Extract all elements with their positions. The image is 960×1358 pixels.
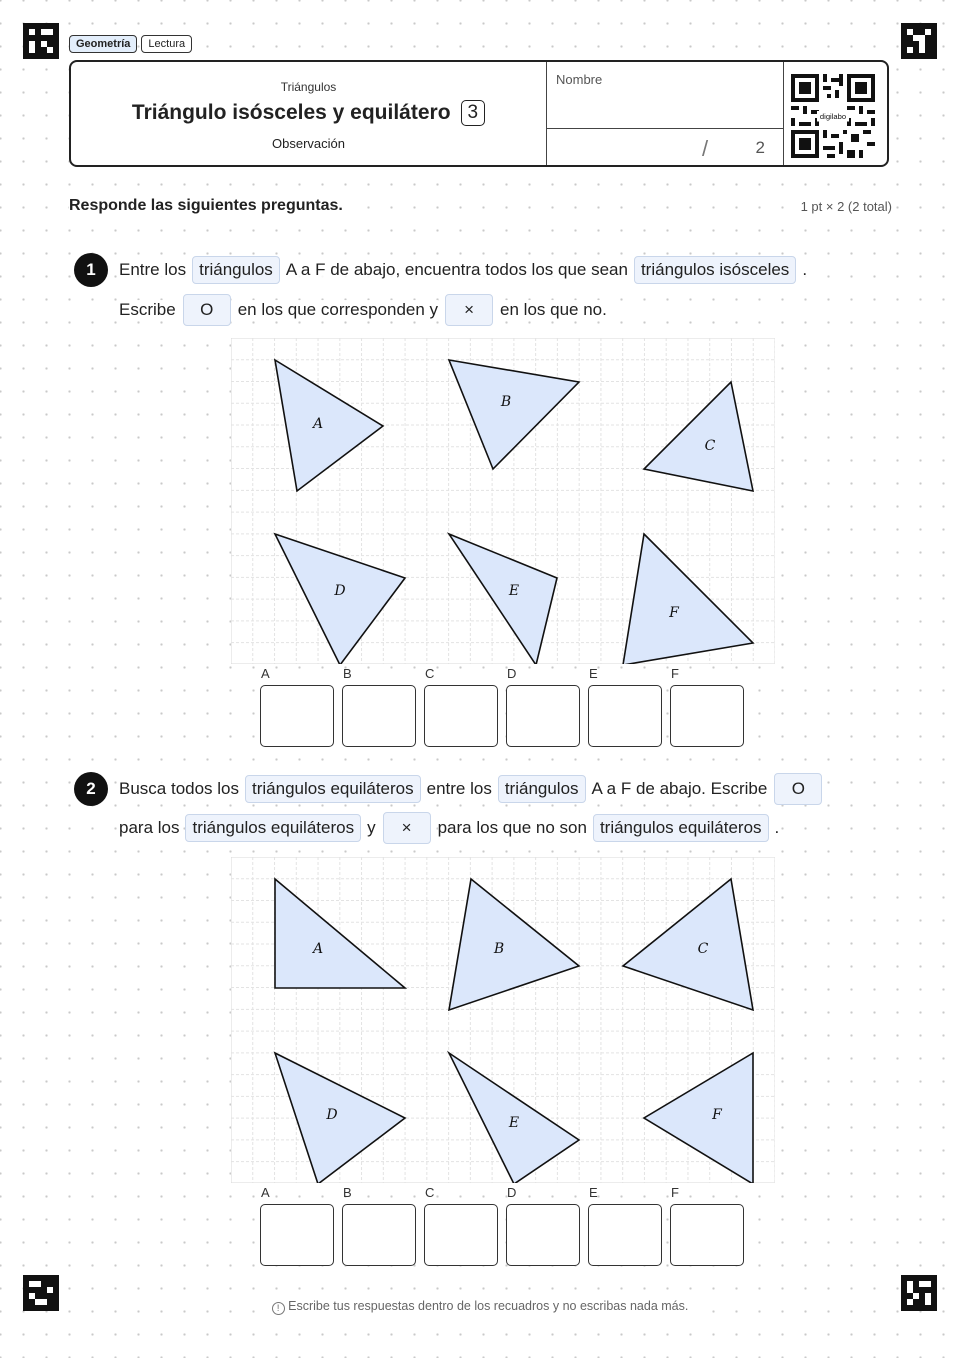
header-observation: Observación bbox=[272, 136, 345, 151]
points-info: 1 pt × 2 (2 total) bbox=[800, 199, 892, 214]
instructions-heading: Responde las siguientes preguntas. bbox=[69, 197, 347, 215]
answer-label-e: E bbox=[589, 1185, 598, 1200]
triangle-label-c: C bbox=[697, 941, 709, 957]
answer-box-d[interactable] bbox=[506, 685, 580, 747]
triangle-label-a: A bbox=[312, 941, 324, 957]
answer-box-b[interactable] bbox=[342, 1204, 416, 1266]
footer-text: Escribe tus respuestas dentro de los recuadros y no escribas nada más. bbox=[288, 1299, 689, 1313]
answer-label-c: C bbox=[425, 666, 435, 681]
answer-box-a[interactable] bbox=[260, 1204, 334, 1266]
answer-label-e: E bbox=[589, 666, 598, 681]
name-label: Nombre bbox=[556, 72, 603, 87]
q1-answer-row bbox=[260, 666, 744, 747]
q1-text-a: Entre los bbox=[119, 260, 187, 279]
worksheet-header bbox=[69, 60, 889, 167]
circle-symbol: O bbox=[774, 773, 822, 805]
answer-box-f[interactable] bbox=[670, 1204, 744, 1266]
triangle-label-d: D bbox=[326, 1107, 338, 1123]
score-slash: / bbox=[702, 136, 709, 161]
q1-text-f: en los que no. bbox=[500, 300, 607, 319]
answer-box-a[interactable] bbox=[260, 685, 334, 747]
answer-item bbox=[260, 1185, 334, 1266]
q1-text-b: A a F de abajo, encuentra todos los que sean bbox=[285, 260, 628, 279]
answer-label-c: C bbox=[425, 1185, 435, 1200]
q1-term-isosceles: triángulos isósceles bbox=[634, 256, 796, 284]
subject-tags bbox=[69, 35, 192, 53]
q2-term-equilateros: triángulos equiláteros bbox=[245, 775, 421, 803]
answer-item bbox=[424, 666, 498, 747]
tag-reading[interactable]: Lectura bbox=[141, 35, 192, 53]
q2-text-a: Busca todos los bbox=[119, 779, 240, 798]
question-1-line-2 bbox=[119, 294, 607, 326]
info-icon: ! bbox=[272, 1302, 285, 1315]
q1-text-d: Escribe bbox=[119, 300, 176, 319]
header-title-block bbox=[71, 62, 546, 165]
q2-text-e: y bbox=[367, 818, 376, 837]
question-1-line-1 bbox=[119, 256, 807, 284]
triangle-label-a: A bbox=[312, 416, 324, 432]
q2-text-b: entre los bbox=[426, 779, 492, 798]
answer-box-b[interactable] bbox=[342, 685, 416, 747]
answer-item bbox=[506, 666, 580, 747]
triangle-label-b: B bbox=[493, 941, 505, 957]
triangle-label-f: F bbox=[712, 1107, 722, 1123]
q2-term-equilateros: triángulos equiláteros bbox=[593, 814, 769, 842]
corner-marker-top-left bbox=[23, 23, 59, 59]
answer-label-f: F bbox=[671, 1185, 679, 1200]
q2-text-g: . bbox=[774, 818, 780, 837]
answer-item bbox=[506, 1185, 580, 1266]
answer-label-f: F bbox=[671, 666, 679, 681]
answer-box-c[interactable] bbox=[424, 685, 498, 747]
answer-box-e[interactable] bbox=[588, 1204, 662, 1266]
answer-box-c[interactable] bbox=[424, 1204, 498, 1266]
question-2-line-2 bbox=[119, 812, 779, 844]
triangle-label-e: E bbox=[508, 1115, 520, 1131]
cross-symbol: × bbox=[383, 812, 431, 844]
answer-item bbox=[588, 666, 662, 747]
header-subtitle: Triángulos bbox=[280, 80, 337, 94]
page-title bbox=[71, 100, 546, 126]
page-title-text: Triángulo isósceles y equilátero bbox=[131, 101, 451, 124]
answer-label-b: B bbox=[343, 1185, 352, 1200]
worksheet-number-badge: 3 bbox=[461, 100, 486, 126]
q2-text-f: para los que no son bbox=[437, 818, 587, 837]
score-total: 2 bbox=[755, 138, 767, 157]
q2-term-triangulos: triángulos bbox=[498, 775, 586, 803]
triangle-label-d: D bbox=[334, 583, 346, 599]
q2-answer-row bbox=[260, 1185, 744, 1266]
qr-caption: digilabo bbox=[819, 111, 847, 121]
triangle-label-e: E bbox=[508, 583, 520, 599]
question-2-number: 2 bbox=[74, 772, 108, 806]
answer-box-f[interactable] bbox=[670, 685, 744, 747]
answer-label-a: A bbox=[261, 1185, 270, 1200]
footer-note bbox=[0, 1299, 960, 1315]
q2-text-c: A a F de abajo. Escribe bbox=[591, 779, 768, 798]
q2-text-d: para los bbox=[119, 818, 180, 837]
answer-label-a: A bbox=[261, 666, 270, 681]
q2-triangle-figure bbox=[231, 857, 775, 1183]
answer-item bbox=[342, 1185, 416, 1266]
answer-item bbox=[342, 666, 416, 747]
question-1-number: 1 bbox=[74, 253, 108, 287]
triangle-label-b: B bbox=[500, 394, 512, 410]
question-2-line-1 bbox=[119, 773, 829, 805]
name-divider bbox=[547, 128, 783, 129]
answer-item bbox=[424, 1185, 498, 1266]
triangle-label-c: C bbox=[704, 438, 716, 454]
q2-term-equilateros: triángulos equiláteros bbox=[185, 814, 361, 842]
answer-box-e[interactable] bbox=[588, 685, 662, 747]
tag-geometry[interactable]: Geometría bbox=[69, 35, 137, 53]
answer-item bbox=[670, 666, 744, 747]
cross-symbol: × bbox=[445, 294, 493, 326]
answer-label-d: D bbox=[507, 666, 517, 681]
answer-label-d: D bbox=[507, 1185, 517, 1200]
q1-text-e: en los que corresponden y bbox=[237, 300, 439, 319]
q1-text-c: . bbox=[802, 260, 808, 279]
q1-triangle-figure bbox=[231, 338, 775, 664]
name-field[interactable] bbox=[546, 62, 784, 165]
answer-label-b: B bbox=[343, 666, 352, 681]
answer-item bbox=[670, 1185, 744, 1266]
answer-item bbox=[260, 666, 334, 747]
circle-symbol: O bbox=[183, 294, 231, 326]
q1-term-triangulos: triángulos bbox=[192, 256, 280, 284]
qr-code-icon bbox=[791, 74, 875, 158]
answer-item bbox=[588, 1185, 662, 1266]
triangle-label-f: F bbox=[669, 605, 679, 621]
corner-marker-top-right bbox=[901, 23, 937, 59]
answer-box-d[interactable] bbox=[506, 1204, 580, 1266]
